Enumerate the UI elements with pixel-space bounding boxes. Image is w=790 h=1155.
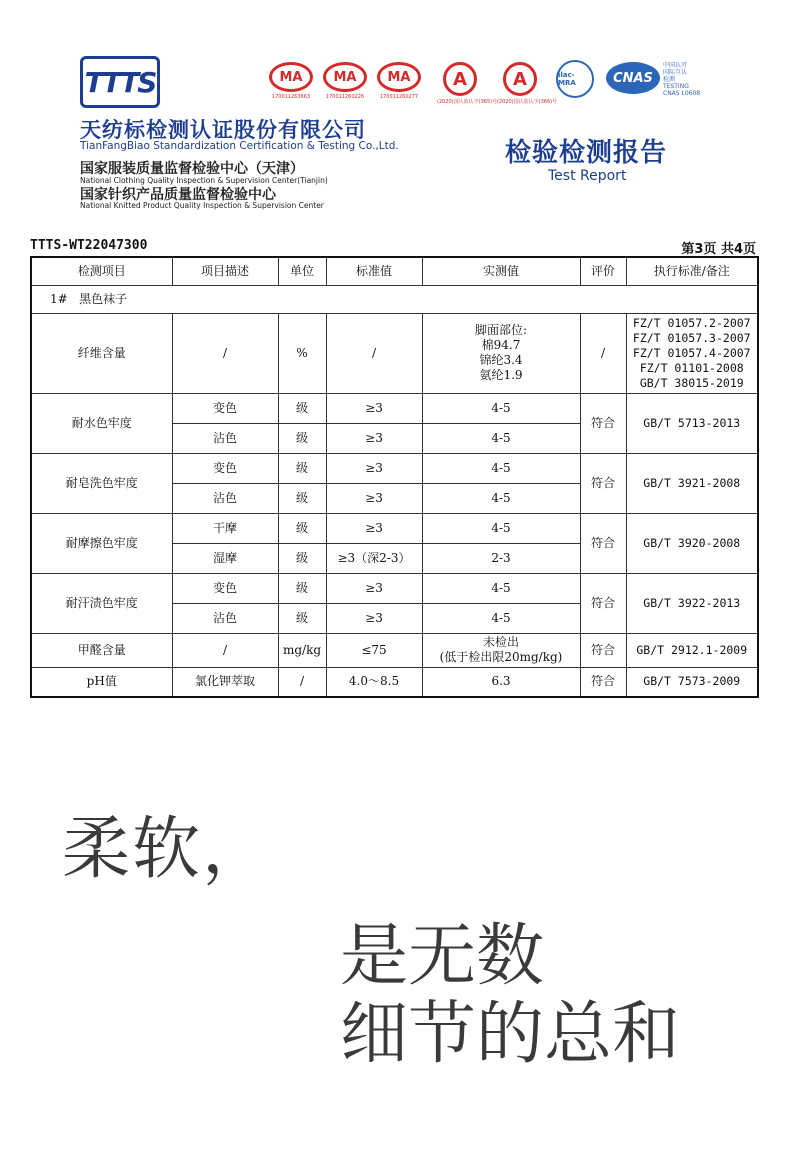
cert-number: (2020)国认监认字(365)号 <box>437 99 498 105</box>
measured-line: 脚面部位: <box>474 323 528 337</box>
header-cell: 项目描述 <box>172 257 278 285</box>
header-cell: 评价 <box>580 257 626 285</box>
standard-value: ≥3 <box>326 453 422 483</box>
cma-mark-icon: MA <box>377 62 421 92</box>
cnas-caption-line: TESTING <box>663 83 689 90</box>
report-meta <box>30 238 756 256</box>
cma-mark-icon: MA <box>323 62 367 92</box>
sample-row <box>31 285 758 313</box>
standard-ref: GB/T 7573-2009 <box>626 667 758 697</box>
page-info: 第3页 共4页 <box>681 242 756 257</box>
table-row <box>31 633 758 667</box>
cma-mark-icon: MA <box>269 62 313 92</box>
measured-line: 棉94.7 <box>481 338 521 352</box>
test-item: 耐摩擦色牢度 <box>31 513 172 573</box>
table-row <box>31 667 758 697</box>
clothing-center-en: National Clothing Quality Inspection & Supervision Center(Tianjin) <box>80 176 328 185</box>
test-item: 耐水色牢度 <box>31 393 172 453</box>
measured-value: 4-5 <box>422 573 580 603</box>
item-desc: 干摩 <box>172 513 278 543</box>
item-desc: 沾色 <box>172 423 278 453</box>
cal-mark-icon: A <box>503 62 537 96</box>
cnas-logo-icon: CNAS <box>606 62 660 94</box>
measured-line: 未检出 <box>482 635 519 649</box>
unit: 级 <box>278 423 326 453</box>
table-row <box>31 393 758 423</box>
item-desc: / <box>172 313 278 393</box>
table-row <box>31 453 758 483</box>
standard-ref-line: FZ/T 01101-2008 <box>639 360 744 375</box>
unit: / <box>278 667 326 697</box>
standard-value: 4.0～8.5 <box>326 667 422 697</box>
item-desc: 变色 <box>172 573 278 603</box>
standard-ref-line: FZ/T 01057.3-2007 <box>632 330 751 345</box>
unit: 级 <box>278 393 326 423</box>
item-desc: / <box>172 633 278 667</box>
company-name-en: TianFangBiao Standardization Certification & Testing Co.,Ltd. <box>80 140 399 152</box>
measured-value: 4-5 <box>422 453 580 483</box>
standard-value: ≥3 <box>326 483 422 513</box>
header-cell: 检测项目 <box>31 257 172 285</box>
test-item: 甲醛含量 <box>31 633 172 667</box>
measured-line: 锦纶3.4 <box>479 353 523 367</box>
test-item: 耐汗渍色牢度 <box>31 573 172 633</box>
measured-line: (低于检出限20mg/kg) <box>439 650 563 664</box>
slogan-line-1: 柔软， <box>62 810 273 889</box>
standard-ref: GB/T 3922-2013 <box>626 573 758 633</box>
knitted-center-en: National Knitted Product Quality Inspection & Supervision Center <box>80 201 324 210</box>
measured-value: 6.3 <box>422 667 580 697</box>
item-desc: 湿摩 <box>172 543 278 573</box>
unit: 级 <box>278 483 326 513</box>
table-header-row <box>31 257 758 285</box>
sample-label: 1# 黑色袜子 <box>31 285 758 313</box>
measured-value: 4-5 <box>422 513 580 543</box>
unit: 级 <box>278 573 326 603</box>
standard-value: ≥3 <box>326 603 422 633</box>
slogan-line-2: 是无数 <box>340 917 545 996</box>
item-desc: 沾色 <box>172 483 278 513</box>
report-title-en: Test Report <box>548 168 627 184</box>
standard-value: ≥3 <box>326 573 422 603</box>
item-desc: 沾色 <box>172 603 278 633</box>
standard-ref-line: FZ/T 01057.2-2007 <box>632 315 751 330</box>
report-number: TTTS-WT22047300 <box>30 238 148 253</box>
test-item: pH值 <box>31 667 172 697</box>
table-row <box>31 313 758 393</box>
unit: 级 <box>278 513 326 543</box>
evaluation: 符合 <box>580 667 626 697</box>
test-item: 纤维含量 <box>31 313 172 393</box>
unit: % <box>278 313 326 393</box>
measured-line: 氨纶1.9 <box>479 368 523 382</box>
company-name-cn: 天纺标检测认证股份有限公司 <box>80 118 366 142</box>
test-results-table <box>30 256 759 698</box>
evaluation: 符合 <box>580 513 626 573</box>
slogan-line-3: 细节的总和 <box>340 995 681 1074</box>
unit: 级 <box>278 543 326 573</box>
cnas-caption-line: 检测 <box>663 76 676 83</box>
measured-value: 4-5 <box>422 423 580 453</box>
measured-value: 4-5 <box>422 603 580 633</box>
standard-ref-line: FZ/T 01057.4-2007 <box>632 345 751 360</box>
standard-ref: GB/T 2912.1-2009 <box>626 633 758 667</box>
item-desc: 变色 <box>172 393 278 423</box>
item-desc: 变色 <box>172 453 278 483</box>
cal-mark-icon: A <box>443 62 477 96</box>
cal-cert-2 <box>497 62 558 105</box>
measured-value: 4-5 <box>422 483 580 513</box>
test-item: 耐皂洗色牢度 <box>31 453 172 513</box>
standard-ref: GB/T 3920-2008 <box>626 513 758 573</box>
table-row <box>31 573 758 603</box>
measured-value <box>422 633 580 667</box>
header-cell: 标准值 <box>326 257 422 285</box>
evaluation: 符合 <box>580 393 626 453</box>
cert-number: 170011260277 <box>379 94 419 100</box>
cma-cert-2 <box>322 62 368 100</box>
measured-value <box>422 313 580 393</box>
item-desc: 氯化钾萃取 <box>172 667 278 697</box>
cert-number: (2020)国认监认字(366)号 <box>497 99 558 105</box>
measured-value: 4-5 <box>422 393 580 423</box>
evaluation: / <box>580 313 626 393</box>
standard-value: ≤75 <box>326 633 422 667</box>
ttts-logo: TTTS <box>80 56 160 108</box>
cma-cert-1 <box>268 62 314 100</box>
table-row <box>31 513 758 543</box>
unit: mg/kg <box>278 633 326 667</box>
standard-value: ≥3 <box>326 423 422 453</box>
slogan-block <box>340 918 680 1074</box>
ilac-mra-icon: ilac-MRA <box>556 60 594 98</box>
cnas-caption-line: 中国认可 <box>663 62 688 69</box>
measured-value: 2-3 <box>422 543 580 573</box>
cert-number: 170011260226 <box>325 94 365 100</box>
standard-ref: GB/T 5713-2013 <box>626 393 758 453</box>
standard-value: ≥3（深2-3） <box>326 543 422 573</box>
header-cell: 执行标准/备注 <box>626 257 758 285</box>
cma-cert-3 <box>376 62 422 100</box>
unit: 级 <box>278 603 326 633</box>
standard-ref: GB/T 3921-2008 <box>626 453 758 513</box>
standard-value: ≥3 <box>326 513 422 543</box>
evaluation: 符合 <box>580 453 626 513</box>
cnas-caption <box>663 62 700 97</box>
standard-ref <box>626 313 758 393</box>
clothing-center-cn: 国家服装质量监督检验中心（天津） <box>80 161 304 177</box>
header-cell: 实测值 <box>422 257 580 285</box>
cal-cert-1 <box>437 62 498 105</box>
report-header <box>0 0 790 240</box>
knitted-center-cn: 国家针织产品质量监督检验中心 <box>80 187 276 203</box>
cnas-caption-line: 国际互认 <box>663 69 688 76</box>
cert-number: 170011263663 <box>271 94 311 100</box>
unit: 级 <box>278 453 326 483</box>
standard-ref-line: GB/T 38015-2019 <box>639 375 744 390</box>
standard-value: ≥3 <box>326 393 422 423</box>
cnas-caption-line: CNAS L0608 <box>663 90 701 97</box>
header-cell: 单位 <box>278 257 326 285</box>
standard-value: / <box>326 313 422 393</box>
evaluation: 符合 <box>580 633 626 667</box>
report-title-cn: 检验检测报告 <box>505 138 668 168</box>
evaluation: 符合 <box>580 573 626 633</box>
